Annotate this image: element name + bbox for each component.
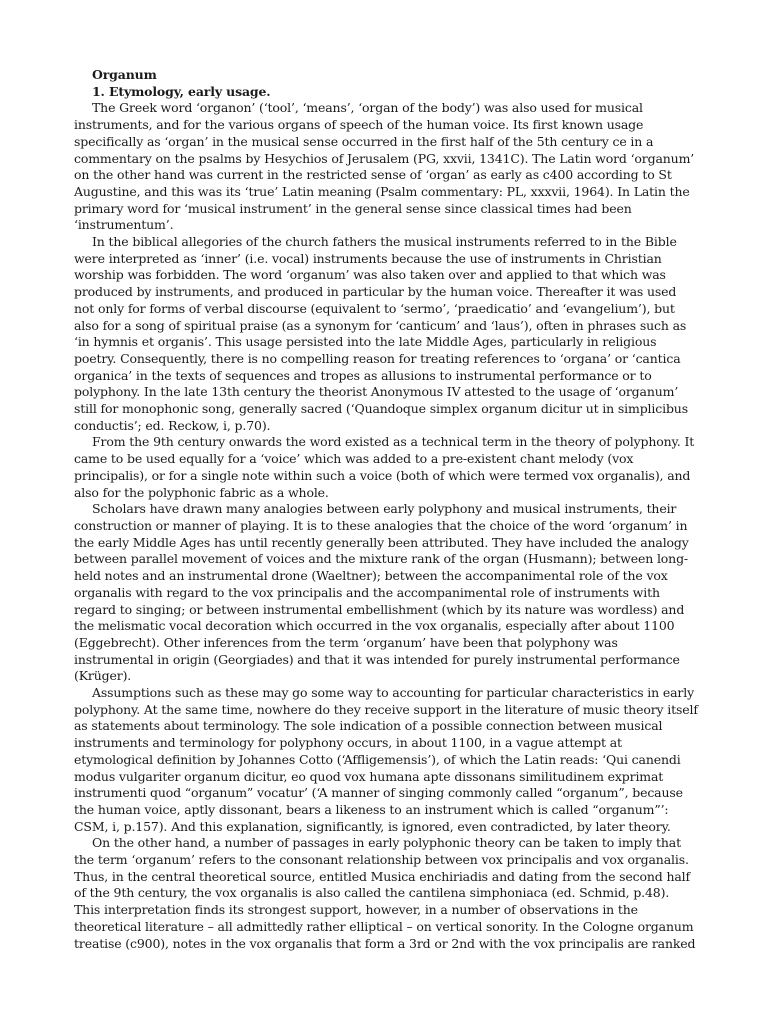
paragraph: In the biblical allegories of the church fathers the musical instruments referred to in the Bible were interpreted as ‘inner’ (i.e. vocal) instruments because the use of instruments in Christian worship was forbidden. The word ‘organum’ was also taken over and applied to that which was produced by instruments, and produced in particular by the human voice. Thereafter it was used not only for forms of verbal discourse (equivalent to ‘sermo’, ‘praedicatio’ and ‘evangelium’), but also for a song of spiritual praise (as a synonym for ‘canticum’ and ‘laus’), often in phrases such as ‘in hymnis et organis’. This usage persisted into the late Middle Ages, particularly in religious poetry. Consequently, there is no compelling reason for treating references to ‘organa’ or ‘cantica organica’ in the texts of sequences and tropes as allusions to instrumental performance or to polyphony. In the late 13th century the theorist Anonymous IV attested to the usage of ‘organum’ still for monophonic song, generally sacred (‘Quandoque simplex organum dicitur ut in simplicibus conductis’; ed. Reckow, i, p.70).	[74, 234, 688, 433]
paragraph: From the 9th century onwards the word existed as a technical term in the theory of polyphony. It came to be used equally for a ‘voice’ which was added to a pre-existent chant melody (vox principalis), or for a single note within such a voice (both of which were termed vox organalis), and also for the polyphonic fabric as a whole.	[74, 434, 695, 500]
document-title: Organum	[92, 67, 157, 82]
paragraph: The Greek word ‘organon’ (‘tool’, ‘means’, ‘organ of the body’) was also used for musical instruments, and for the various organs of speech of the human voice. Its first known usage specifically as ‘organ’ in the musical sense occurred in the first half of the 5th century ce in a commentary on the psalms by Hesychios of Jerusalem (PG, xxvii, 1341C). The Latin word ‘organum’ on the other hand was current in the restricted sense of ‘organ’ as early as c400 according to St Augustine, and this was its ‘true’ Latin meaning (Psalm commentary: PL, xxxvii, 1964). In Latin the primary word for ‘musical instrument’ in the general sense since classical times had been ‘instrumentum’.	[74, 100, 695, 233]
document-page	[74, 67, 698, 952]
paragraph: Assumptions such as these may go some way to accounting for particular characteristics in early polyphony. At the same time, nowhere do they receive support in the literature of music theory itself as statements about terminology. The sole indication of a possible connection between musical instruments and terminology for polyphony occurs, in about 1100, in a vague attempt at etymological definition by Johannes Cotto (‘Affligemensis’), of which the Latin reads: ‘Qui canendi modus vulgariter organum dicitur, eo quod vox humana apte dissonans similitudinem exprimat instrumenti quod “organum” vocatur’ (‘A manner of singing commonly called “organum”, because the human voice, aptly dissonant, bears a likeness to an instrument which is called “organum”’: CSM, i, p.157). And this explanation, significantly, is ignored, even contradicted, by later theory.	[74, 685, 698, 834]
paragraph: Scholars have drawn many analogies between early polyphony and musical instruments, their construction or manner of playing. It is to these analogies that the choice of the word ‘organum’ in the early Middle Ages has until recently generally been attributed. They have included the analogy between parallel movement of voices and the mixture rank of the organ (Husmann); between long-held notes and an instrumental drone (Waeltner); between the accompanimental role of the vox organalis with regard to the vox principalis and the accompanimental role of instruments with regard to singing; or between instrumental embellishment (which by its nature was wordless) and the melismatic vocal decoration which occurred in the vox organalis, especially after about 1100 (Eggebrecht). Other inferences from the term ‘organum’ have been that polyphony was instrumental in origin (Georgiades) and that it was intended for purely instrumental performance (Krüger).	[74, 501, 689, 684]
section-heading: 1. Etymology, early usage.	[92, 83, 271, 99]
paragraph: On the other hand, a number of passages in early polyphonic theory can be taken to imply that the term ‘organum’ refers to the consonant relationship between vox principalis and vox organalis. Thus, in the central theoretical source, entitled Musica enchiriadis and dating from the second half of the 9th century, the vox organalis is also called the cantilena simphoniaca (ed. Schmid, p.48). This interpretation finds its strongest support, however, in a number of observations in the theoretical literature – all admittedly rather elliptical – on vertical sonority. In the Cologne organum treatise (c900), notes in the vox organalis that form a 3rd or 2nd with the vox principalis are ranked	[74, 835, 696, 951]
